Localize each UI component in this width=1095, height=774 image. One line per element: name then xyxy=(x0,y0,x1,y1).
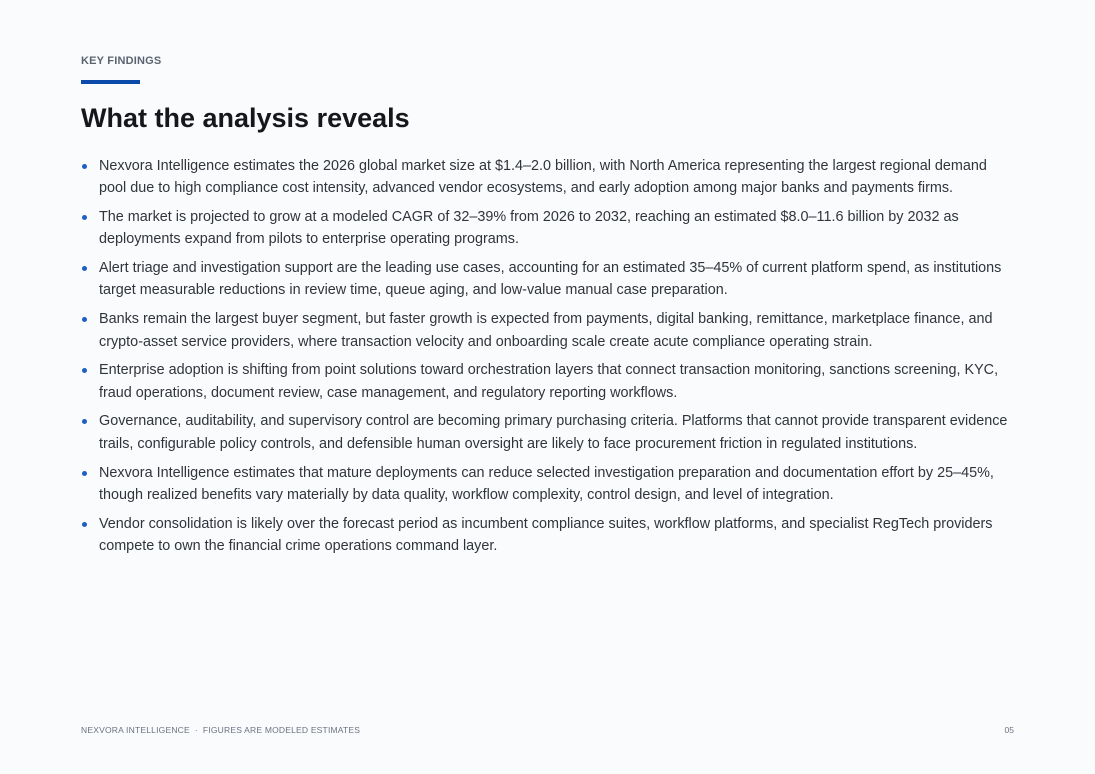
finding-item xyxy=(81,513,1016,558)
finding-text: Nexvora Intelligence estimates the 2026 global market size at $1.4–2.0 billion, with North America representing the largest regional demand pool due to high compliance cost intensity, advanced vendor ecosystems, and early adoption among major banks and payments firms. xyxy=(99,158,987,197)
footer-note: FIGURES ARE MODELED ESTIMATES xyxy=(202,725,361,735)
finding-item xyxy=(81,462,1016,507)
finding-item xyxy=(81,359,1016,404)
finding-item xyxy=(81,155,1016,200)
finding-item xyxy=(81,308,1016,353)
page-number: 05 xyxy=(1004,725,1014,735)
bullet-dot-icon xyxy=(82,522,87,527)
findings-list xyxy=(81,155,1016,564)
bullet-dot-icon xyxy=(82,368,87,373)
footer-left xyxy=(81,725,360,735)
finding-item xyxy=(81,257,1016,302)
finding-text: Alert triage and investigation support are the leading use cases, accounting for an estimated 35–45% of current platform spend, as institutions target measurable reductions in review time, queue aging, and low-value manual case preparation. xyxy=(99,260,1002,299)
bullet-dot-icon xyxy=(82,164,87,169)
bullet-dot-icon xyxy=(82,317,87,322)
finding-text: The market is projected to grow at a modeled CAGR of 32–39% from 2026 to 2032, reaching an estimated $8.0–11.6 billion by 2032 as deployments expand from pilots to enterprise operating programs. xyxy=(99,209,959,248)
finding-text: Governance, auditability, and supervisory control are becoming primary purchasing criteria. Platforms that cannot provide transparent evidence trails, configurable policy controls, and defensible human oversight are likely to face procurement friction in regulated institutions. xyxy=(99,413,1008,452)
page-title: What the analysis reveals xyxy=(81,103,410,133)
finding-text: Vendor consolidation is likely over the forecast period as incumbent compliance suites, workflow platforms, and specialist RegTech providers compete to own the financial crime operations command layer. xyxy=(99,515,993,554)
footer-separator: · xyxy=(194,725,198,735)
bullet-dot-icon xyxy=(82,215,87,220)
bullet-dot-icon xyxy=(82,471,87,476)
section-eyebrow: KEY FINDINGS xyxy=(81,55,162,67)
finding-text: Enterprise adoption is shifting from point solutions toward orchestration layers that connect transaction monitoring, sanctions screening, KYC, fraud operations, document review, case management, and regulatory reporting workflows. xyxy=(99,362,999,401)
finding-item xyxy=(81,410,1016,455)
finding-text: Nexvora Intelligence estimates that mature deployments can reduce selected investigation preparation and documentation effort by 25–45%, though realized benefits vary materially by data quality, workflow complexity, control design, and level of integration. xyxy=(99,464,994,503)
accent-bar xyxy=(81,80,140,84)
finding-text: Banks remain the largest buyer segment, but faster growth is expected from payments, digital banking, remittance, marketplace finance, and crypto-asset service providers, where transaction velocity and onboarding scale create acute compliance operating strain. xyxy=(99,311,993,350)
footer-brand: NEXVORA INTELLIGENCE xyxy=(81,725,190,735)
bullet-dot-icon xyxy=(82,266,87,271)
finding-item xyxy=(81,206,1016,251)
bullet-dot-icon xyxy=(82,419,87,424)
